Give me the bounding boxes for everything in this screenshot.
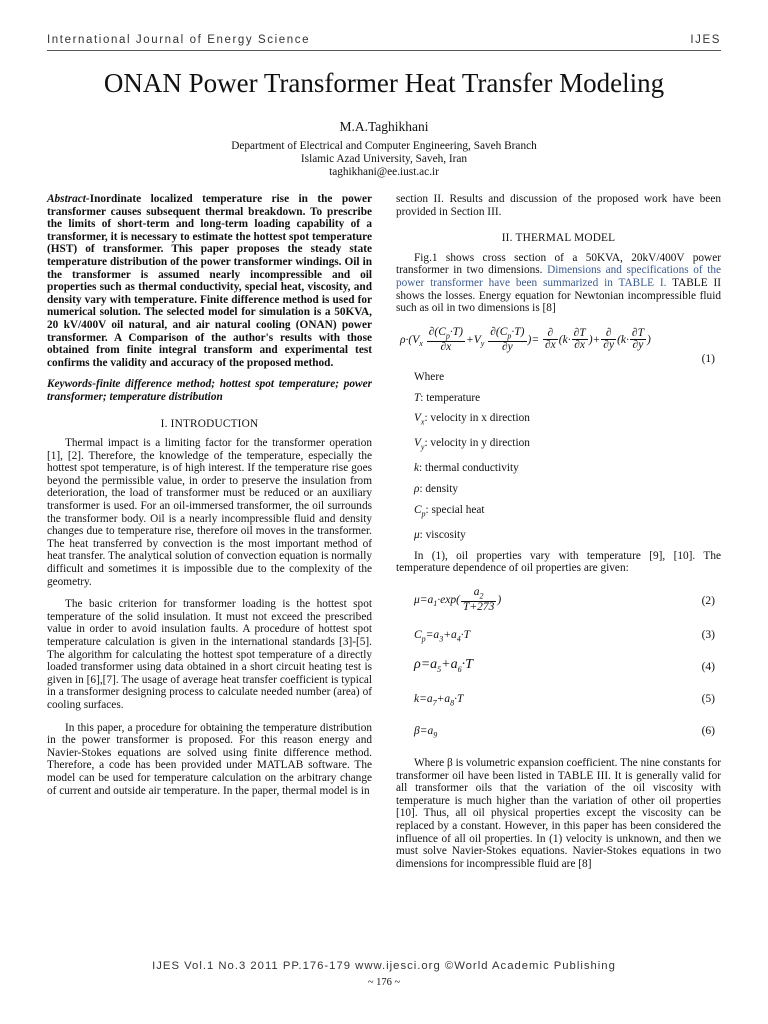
equation-number-2: (2): [701, 594, 715, 607]
thermal-model-paragraph: [396, 252, 721, 315]
thermal-text-a: Fig.1 shows cross section of a 50KVA, 20kV/400V power transformer in two dimensions.: [396, 251, 721, 277]
variable-viscosity: μ: viscosity: [414, 528, 466, 541]
abstract-lead: Abstract-: [47, 193, 90, 205]
equation-3: $C_p=a_3+a_4\cdot T$ (3): [414, 628, 715, 644]
author-name: M.A.Taghikhani: [339, 119, 429, 134]
where-label: Where: [414, 370, 445, 383]
section-heading-thermal-model: II. THERMAL MODEL: [501, 232, 616, 245]
section-continuation-paragraph: section II. Results and discussion of the proposed work have been provided in Section III.: [396, 193, 721, 218]
paper-title: ONAN Power Transformer Heat Transfer Modeling: [103, 68, 665, 98]
author-email[interactable]: taghikhani@ee.iust.ac.ir: [329, 166, 439, 178]
variable-velocity-x: $V_x$: velocity in x direction: [414, 412, 530, 427]
oil-properties-paragraph: In (1), oil properties vary with temperature [9], [10]. The temperature dependence of oil properties are given:: [396, 549, 721, 575]
footer-citation: IJES Vol.1 No.3 2011 PP.176-179 www.ijesci.org ©World Academic Publishing: [152, 960, 616, 972]
variable-list: [414, 371, 721, 542]
equation-number-5: (5): [701, 692, 715, 705]
affiliation-university: Islamic Azad University, Saveh, Iran: [300, 153, 468, 165]
journal-name: International Journal of Energy Science: [47, 34, 311, 46]
expansion-coefficient-paragraph: Where β is volumetric expansion coefficient. The nine constants for transformer oil have been listed in TABLE III. It is generally valid for all transformer oils that the variation of the oil viscosity with temperature is much higher than the variation of other oil properties [10]. Thus, all oil physical properties except the viscosity can be replaced by a constant. However, in this paper has been considered the influence of all oil properties. In (1) velocity is unknown, and then we must solve Navier-Stokes equations. Navier-Stokes equations in two dimensions for incompressible fluid are [8]: [396, 756, 721, 870]
equation-number-6: (6): [701, 724, 715, 737]
equation-1: $\rho\cdot(V_x$ $\frac{\partial(C_p\cdot T)}{\partial x}$ $+V_y$ $\frac{\partial(C_p\cdot T)}{\partial y}$ )= $\frac{\partial}{\partial x}$ (k· $\frac{\partial T}{\partial x}$ )+ $\frac{\partial}{\partial y}$ (k· $\frac{\partial T}{\partial y}$ ) (1): [400, 325, 715, 365]
intro-paragraph-3: In this paper, a procedure for obtaining the temperature distribution in the power transformer is proposed. For this reason energy and Navier-Stokes equations are solved using finite difference method. Therefore, a code has been provided under MATLAB software. The model can be used for temperature calculation on the arbitrary change of current and outside air temperature. In the paper, thermal model is in: [47, 721, 372, 797]
running-header: [47, 34, 721, 50]
equation-5: $k=a_7+a_8\cdot T$ (5): [414, 692, 715, 708]
journal-code: IJES: [690, 34, 721, 46]
variable-temperature: T: temperature: [414, 391, 481, 404]
intro-paragraph-2: The basic criterion for transformer loading is the hottest spot temperature of the solid insulation. It must not exceed the prescribed value in order to avoid insulation faults. A procedure of hottest spot temperature calculation is given in the international standards [3]-[5]. The algorithm for calculating the hottest spot temperature of a directly loaded transformer using data obtained in a short circuit heating test is given in [6],[7]. The usage of average heat transfer coefficient is typical in a transformer designing process to calculate needed number (area) of cooling surfaces.: [47, 598, 372, 711]
left-column: [47, 193, 372, 807]
right-column: [396, 193, 721, 880]
equation-2: $\mu=a_1\cdot\exp$( $\frac{a_2}{T+273}$ ) (2): [414, 585, 715, 614]
header-rule: [47, 50, 721, 51]
equation-number-4: (4): [701, 660, 715, 673]
variable-velocity-y: $V_y$: velocity in y direction: [414, 437, 530, 452]
section-heading-introduction: I. INTRODUCTION: [160, 417, 259, 430]
equation-4: $\rho=a_5+a_6\cdot T$ (4): [414, 656, 715, 674]
variable-conductivity: k: thermal conductivity: [414, 462, 519, 475]
equation-6: $\beta=a_9$ (6): [414, 724, 715, 740]
variable-special-heat: $C_p$: special heat: [414, 503, 485, 519]
thermal-text-b: Dimensions and specifications of the power transformer have been summarized in TABLE I.: [396, 264, 722, 289]
keywords: Keywords-finite difference method; hottest spot temperature; power transformer; temperature distribution: [47, 378, 372, 403]
equation-number-3: (3): [701, 628, 715, 641]
variable-density: ρ: density: [414, 483, 459, 496]
equation-number-1: (1): [701, 352, 715, 365]
page-number: ~ 176 ~: [367, 977, 401, 988]
affiliation: [0, 140, 768, 179]
affiliation-department: Department of Electrical and Computer Engineering, Saveh Branch: [231, 140, 537, 152]
abstract: [47, 193, 372, 369]
thermal-text-c: TABLE II shows the losses. Energy equation for Newtonian incompressible fluid such as oil in two dimensions is [8]: [396, 276, 721, 315]
abstract-text: Inordinate localized temperature rise in the power transformer causes subsequent thermal breakdown. To prescribe the limits of short-term and long-term loading capability of a transformer, it is necessary to estimate the hottest spot temperature (HST) of transformer. This paper proposes the steady state temperature distribution of the power transformer windings. Oil in the transformer is assumed nearly incompressible and oil properties such as thermal conductivity, special heat, viscosity, and density vary with temperature. Finite difference method is used for numerical solution. The selected model for simulation is a 50KVA, 20 kV/400V oil natural, and air natural cooling (ONAN) power transformer. A Comparison of the author's results with those obtained from finite integral transform and experimental test confirms the validity and accuracy of the proposed method.: [47, 193, 372, 369]
intro-paragraph-1: Thermal impact is a limiting factor for the transformer operation [1], [2]. Therefore, the knowledge of the temperature, especially the hottest spot temperature, is of high interest. If the temperature rise goes beyond the permissible value, in order to preserve the insulation from deterioration, the load of transformer must be reduced or an auxiliary transformer is used. For an oil-immersed transformer, the oil surrounds the transformer body. Oil is a nearly incompressible fluid and density changes due to temperature rise, therefore oil moves in the transformer. The heat transferred by convection is the most important method of heat transfer. The analytical solution of convection equation is normally difficult and sometimes it is impossible due to the complexity of the geometry.: [47, 437, 372, 588]
